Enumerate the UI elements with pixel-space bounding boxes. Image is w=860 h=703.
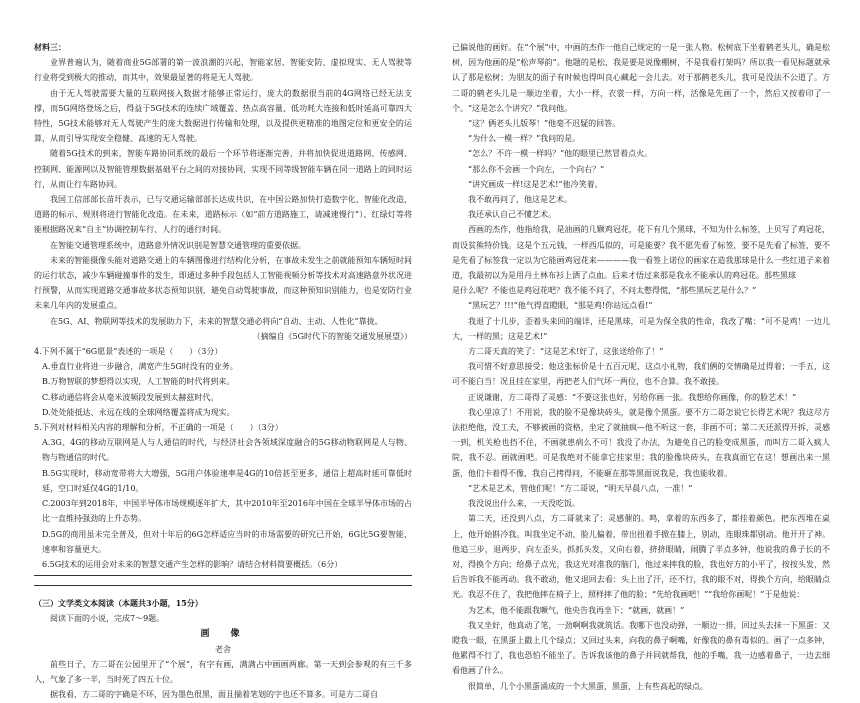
question-6-stem: 6.5G技术的运用会对未来的智慧交通产生怎样的影响？请结合材料简要概括。（6分）	[42, 559, 343, 569]
question-5-stem: 5.下列对材料相关内容的理解和分析，不正确的一项是（ ）（3分）	[34, 423, 283, 433]
story-title: 画 像	[200, 628, 246, 639]
question-4-option-c: C.移动通信将会从毫米波频段发展到太赫兹时代。	[42, 392, 219, 402]
story-paragraph: 我没说出什么来，一天没吃饭。	[468, 499, 580, 509]
story-paragraph: 正说谦谢，方二哥得了灵感：“不要这张也好，另给你画一张。我想给你画像，你的脸艺术！”	[468, 392, 797, 402]
question-5-option-a: A.3G、4G的移动互联网是人与人通信的时代，与经济社会各领域深度融合的5G移动物联网是人与物、物与物通信的时代。	[42, 438, 412, 463]
story-paragraph: 是什么呢？不能也是鸡冠花吧？我不能不问了，不问太憋得慌，“那些黑玩艺是什么？”	[452, 286, 757, 296]
story-paragraph: 我不敢再问了，他这是艺术。	[468, 195, 572, 205]
section-three-heading: （三）文学类文本阅读（本题共3小题，15分）	[34, 598, 203, 609]
story-paragraph: “这？俩老头儿版琴！”他毫不迟疑的回答。	[468, 119, 621, 129]
story-paragraph: 我可惜不好意思接受；他这张标价是十五百元呢，这点小礼物，我们俩的交情确是过得着；一手五，这可不能白当！况且挂在家里，再把老人们气坏一两位，也不合算。我不敢接。	[452, 362, 830, 387]
story-paragraph: “为什么一模一样？”我问的是。	[468, 134, 581, 144]
question-5-option-c: C.2003年到2018年，中国半导体市场规模逐年扩大，其中2010年至2016年中国在全球半导体市场的占比一直维持强劲的上升态势。	[42, 499, 412, 524]
story-paragraph: 西画的杰作，他指给我，是油画的几颗鸡冠花，花下有几个黑球，不知为什么标签，上贝写了鸡冠花，而设贫熊特价钱。这是个五元钱，一样西瓜似的，可是能要？我不愿先看了标签，要不是先看了标签，要不是先看了标签我一定以为它能画鸡冠花来————我一看签上诺位的画家在造我那球是什么一些红道子来着道，我最初以为是用丹土林布衫上洒了点血。后来才悟过来那是我永不能承认的鸡冠花。那些黑球	[452, 225, 830, 281]
material-source: （摘编自《5G时代下的智能交通发展展望》）	[252, 331, 412, 341]
story-paragraph: 我退了十几步，歪着头来回的端详，还是黑球，可是为保全我的性命，我改了嘴：“可不是鸡！一边儿大，一样的黑；这是艺术!”	[452, 316, 830, 341]
left-column	[34, 40, 412, 703]
story-paragraph: 第二天，还没到八点，方二哥就来了：灵感催的。鸣，拿着的东西多了，都挂着颜色。把东西堆在桌上，他开始斟冷我。叫我坐定不动，脸儿偏着，带出扭着手掀在膝上，别动，连眼珠都别动。他开开了神。他追三步，退两步，向左歪头，抓抓头发，又向右着，挤挤眼睛，闹腾了半点多钟，他说我的鼻子长的不对，得换个方向；给鼻子点光，我这光对准我的脑门，他过来摔我的脸，我也好方的小平了，按按头发，然后告诉我不能再动。我不敢动，他又退回去看：头上出了汗，还不行，我的眼不对，得换个方向，给眼睛点光。我忍不住了，我把他摔在椅子上，照样摔了他的脸；“先给我画吧！”“我给你画呢！”于是他说：	[452, 514, 830, 600]
story-paragraph: 为艺术，他不能跟我噘气，他央告我再坐下；“就画，就画！”	[468, 605, 685, 615]
story-paragraph: “讲究画成一样!这是艺术!”他冷笑着。	[468, 179, 603, 189]
question-4-option-d: D.处处能抵达、永远在线的全球网络覆盖将成为现实。	[42, 407, 235, 417]
story-paragraph: 前些日子，方二哥在公园里开了“个展”，有字有画，满满占中画画两廊。第一天到会参观的有三千多人，气象了多一半，当时死了四五十位。	[34, 659, 412, 685]
story-paragraph: “黑玩艺？!!!”他气得直瞪眼，“那是鸡!你站远点看!”	[468, 301, 653, 311]
material-three-paragraph: 业界普遍认为，随着商业5G部署的第一波浪潮的兴起，智能家居、智能安防、虚拟现实、无人驾驶等行业将受到极大的推动，而其中，效果最显著的将是无人驾驶。	[34, 58, 412, 83]
story-paragraph: 方二哥天真的笑了：“这是艺术!好了，这张送给你了！”	[468, 347, 664, 357]
story-paragraph: “怎么？不许一模一样吗？”他的眼里已然冒着点火。	[468, 149, 653, 159]
answer-line[interactable]	[34, 575, 412, 576]
material-three-heading: 材料三：	[34, 42, 66, 52]
story-paragraph: 据我看，方二哥的字确是不坏，因为墨色很黑，面且揣着笔划的字也还不算多。可是方二哥自	[50, 690, 378, 700]
story-paragraph: 己偏说他的画好。在“个展”中，中画的杰作一他自己规定的一是一张人物。松树底下坐着鹤老头儿，确是松树，因为他画的是“松声琴韵”。他题的是松，我是要是说像棚树，不是我看打架吗？所以我一看见标题就承认了那是松树；为朋友的面子有时候也得叫良心藏起一会儿去。对于那鹤老头儿，我可是没法不公道了。方二哥的鹤老头儿是一顺边坐着，大小一样，衣裳一样，方向一样，活像是先画了一个，然后又按着印了一个。“这是怎么个讲究？”我问他。	[452, 43, 830, 113]
material-three-paragraph: 未来的智能摄像头能对道路交通上的车辆图像进行结构化分析，在事故未发生之前就能预知车辆短时间的运行状态，减少车辆碰撞事件的发生，即通过多种手段包括人工智能视频分析等技术对高速路意外状况进行预警，从而实现道路交通事故多状态预知识别，避免自动驾驶事故，而这种预知识别能力，也是安防行业未来几年内的发展重点。	[34, 255, 412, 311]
story-paragraph: 我又坐好，他真动了笔，一劲啊啊我就筑话。我哪下也没动弹，一顺边一排，回过头去抹一下黑蛋：又瞪我一眼，在黑蛋上戳上几个绿点；又回过头来，向我的鼻子啊嘴，好像我的鼻有毒似的。画了一点多钟，他累得不行了，我也恐怕不能坐了。告诉我该他的鼻子并同就帮我，他的手嘴，我一边感着鼻子，一边去细看他画了什么。	[452, 620, 830, 676]
material-three-paragraph: 在5G、AI、物联网等技术的发展助力下，未来的智慧交通必将向“自动、主动、人性化”靠拢。	[50, 316, 383, 326]
question-5-option-b: B.5G实现时，移动宽带将大大增强，5G用户体验速率是4G的10倍甚至更多，通信上超高时延可靠低时延，空口时延仅4G的1/10。	[42, 468, 412, 493]
story-paragraph: 很简单，几个小黑蛋涌成的一个大黑蛋，黑蛋，上有些高起的绿点。	[468, 681, 708, 691]
story-paragraph: “那么你不会画一个向左，一个向右？”	[468, 164, 605, 174]
story-paragraph: 我心里凉了！不用说，我的脸不是像块砖头，就是像个黑蛋。要不方二哥怎说它长得艺术呢？我这尽方法拒绝他，没工夫，不够被画的资格，坐定了就抽疯—他不听这一套，非画不可；第二天还派得开拆，灵感一到，机关枪也挡不住，不画就患病么不可！我没了办法，为避免自己的脸变成黑蛋，而叫方二哥入疯人院，我不忍。画就画吧。可是我绝对不能拿它挂家里；我的脸像块砖头，在我真面它在这！想画出来一黑蛋，他们卡着得不像，我自己拷得问，不能砸在那等黑面说我是，我也能收着。	[452, 407, 830, 478]
right-column	[452, 40, 830, 694]
section-three-instruction: 阅读下面的小说，完成7～9题。	[50, 614, 165, 624]
material-three-paragraph: 随着5G技术的到来，智能车路协同系统的最后一个环节将逐渐完善，并将加快促进道路网、传感网、控制网、能源网以及智能管理数据基础平台之间的对接协同，实现不同等级智能车辆在同一道路上的同时运行，从而让行车路协同。	[34, 149, 412, 189]
question-4-option-a: A.垂直行业将进一步融合，满宽产生5G时没有的业务。	[42, 362, 238, 372]
story-author: 老舍	[215, 644, 231, 654]
story-paragraph: “艺术是艺术，管他们呢！”方二哥说，“明天早晨八点，一准！”	[468, 483, 693, 493]
question-4-stem: 4.下列不属于“6G愿景”表述的一项是（ ）（3分）	[34, 347, 223, 357]
story-paragraph: 我还承认自己不懂艺术。	[468, 210, 556, 220]
answer-line[interactable]	[34, 585, 412, 586]
material-three-paragraph: 在智能交通管理系统中，道路意外情况识别是智慧交通管理的重要依据。	[50, 240, 306, 250]
question-4-option-b: B.万物智联的梦想得以实现，人工智能的时代将到来。	[42, 377, 235, 387]
material-three-paragraph: 我国工信部部长苗圩表示，已与交通运输部部长达成共识，在中国公路加快打造数字化、智能化改造，道路的标示、规则将进行智能化改造。在未来，道路标示（如“前方道路施工，请减速慢行”）、红绿灯等将能根据路况来“自主”协调控制车行、人行的通行时间。	[34, 195, 412, 235]
question-5-option-d: D.5G的商用虽未完全普及，但对十年后的6G怎样适应当时的市场需要的研究已开始，6G比5G要智能，速率和容量更大。	[42, 529, 412, 554]
material-three-paragraph: 由于无人驾驶需要大量的互联网接入数据才能够正常运行，庞大的数据很当前的4G网络已经无法支撑，而5G网络登场之后，得益于5G技术的连续广域覆盖、热点高容量、低功耗大连接和低时延高可靠四大特性，5G技术能够对无人驾驶产生的庞大数据进行传输和处理，以及提供更精准的地图定位和更安全的运算，从而引导实现安全稳健、高速的无人驾驶。	[34, 88, 412, 144]
